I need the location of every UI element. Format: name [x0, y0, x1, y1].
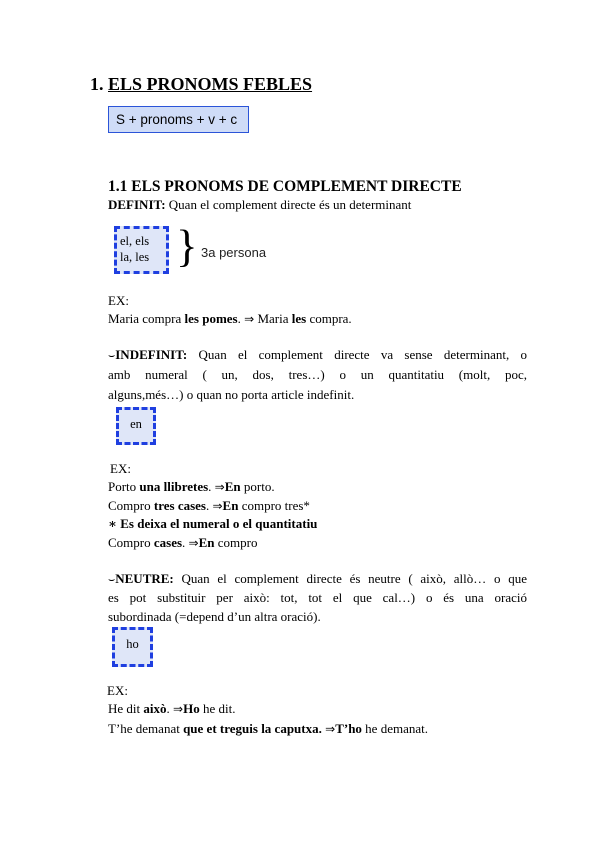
- arrow-icon: ⇒: [214, 480, 225, 494]
- definit-line: DEFINIT: Quan el complement directe és un determinant: [108, 197, 412, 212]
- asterisk-icon: ∗: [108, 516, 117, 531]
- indefinit-example-3: Compro cases. ⇒En compro: [108, 535, 258, 550]
- indefinit-ex-label: EX:: [110, 461, 131, 476]
- bullet-icon: ⌣: [108, 349, 116, 362]
- indefinit-label: INDEFINIT:: [115, 347, 188, 362]
- arrow-icon: ⇒: [188, 536, 199, 550]
- neutre-line-3: subordinada (=depend d’un altra oració).: [108, 609, 321, 624]
- neutre-example-1: He dit això. ⇒Ho he dit.: [108, 701, 236, 716]
- definit-pronoun-box: [114, 226, 169, 274]
- title-text: ELS PRONOMS FEBLES: [108, 74, 313, 94]
- indefinit-line-2: amb numeral ( un, dos, tres…) o un quantitatiu (molt, poc,: [108, 367, 527, 382]
- ho-pronoun: ho: [126, 637, 139, 651]
- indefinit-line-3: alguns,més…) o quan no porta article indefinit.: [108, 387, 355, 402]
- neutre-ex-label: EX:: [107, 683, 128, 698]
- page-title: [90, 74, 312, 94]
- neutre-label: NEUTRE:: [115, 571, 174, 586]
- neutre-line-1: ⌣NEUTRE: Quan el complement directe és neutre ( això, allò… o que: [108, 571, 527, 586]
- arrow-icon: ⇒: [244, 312, 255, 326]
- pronoun-line-1: el, els: [120, 234, 150, 248]
- formula-box: S + pronoms + v + c: [108, 106, 249, 133]
- definit-ex-label: EX:: [108, 293, 129, 308]
- neutre-example-2: T’he demanat que et treguis la caputxa. ⇒T’ho he demanat.: [108, 721, 428, 736]
- arrow-icon: ⇒: [212, 499, 223, 513]
- en-pronoun: en: [130, 417, 142, 431]
- bullet-icon: ⌣: [108, 573, 116, 586]
- title-number: 1.: [90, 74, 104, 94]
- arrow-icon: ⇒: [325, 722, 336, 736]
- persona-label: 3a persona: [201, 245, 267, 260]
- arrow-icon: ⇒: [173, 702, 184, 716]
- pronoun-line-2: la, les: [120, 250, 150, 264]
- indefinit-note: ∗ Es deixa el numeral o el quantitatiu: [108, 516, 318, 531]
- indefinit-example-2: Compro tres cases. ⇒En compro tres*: [108, 498, 310, 513]
- neutre-line-2: es pot substituir per això: tot, tot el que cal…) o és una oració: [108, 590, 527, 605]
- definit-label: DEFINIT:: [108, 197, 166, 212]
- ho-pronoun-box: [112, 627, 153, 667]
- definit-example: Maria compra les pomes. ⇒ Maria les compra.: [108, 311, 352, 326]
- brace-symbol: }: [176, 221, 198, 271]
- en-pronoun-box: [116, 407, 156, 445]
- section-heading: 1.1 ELS PRONOMS DE COMPLEMENT DIRECTE: [108, 178, 462, 195]
- indefinit-line-1: ⌣INDEFINIT: Quan el complement directe va sense determinant, o: [108, 347, 527, 362]
- indefinit-example-1: Porto una llibretes. ⇒En porto.: [108, 479, 275, 494]
